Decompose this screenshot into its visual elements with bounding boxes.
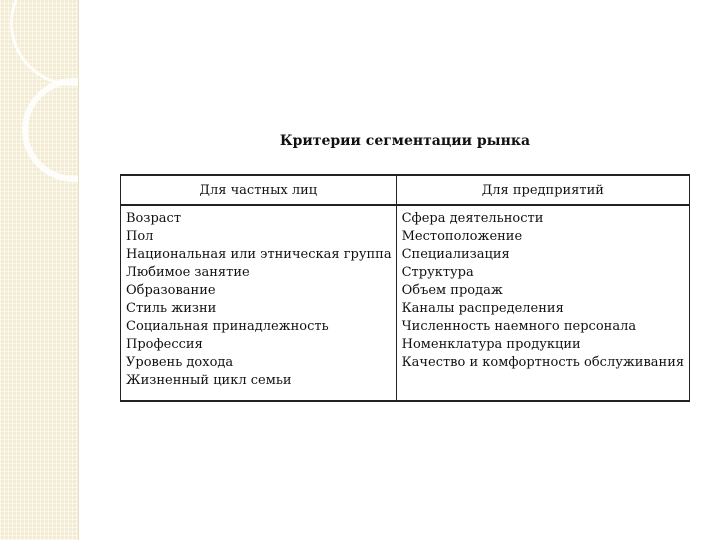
list-item: Местоположение: [401, 229, 523, 244]
column-header-enterprises: Для предприятий: [396, 175, 689, 205]
list-item: Национальная или этническая группа: [126, 247, 392, 262]
enterprises-cell: [396, 205, 689, 401]
column-header-individuals: Для частных лиц: [121, 175, 397, 205]
list-item: Жизненный цикл семьи: [126, 373, 292, 388]
decorative-ring: [22, 78, 78, 182]
list-item: Пол: [126, 229, 154, 244]
decorative-arc: [10, 0, 78, 86]
slide-title: Критерии сегментации рынка: [279, 133, 531, 149]
list-item: Объем продаж: [401, 283, 503, 298]
table-header-row: [121, 175, 690, 205]
list-item: Сфера деятельности: [401, 211, 544, 226]
list-item: Уровень дохода: [126, 355, 234, 370]
list-item: Социальная принадлежность: [126, 319, 329, 334]
list-item: Стиль жизни: [126, 301, 217, 316]
individuals-cell: [121, 205, 397, 401]
decorative-side-strip: [0, 0, 78, 540]
criteria-table: [120, 174, 690, 402]
list-item: Профессия: [126, 337, 203, 352]
list-item: Каналы распределения: [401, 301, 564, 316]
list-item: Возраст: [126, 211, 182, 226]
table-row: [121, 205, 690, 401]
list-item: Любимое занятие: [126, 265, 250, 280]
list-item: Структура: [401, 265, 474, 280]
list-item: Численность наемного персонала: [401, 319, 637, 334]
list-item: Номенклатура продукции: [401, 337, 581, 352]
list-item: Качество и комфортность обслуживания: [401, 355, 685, 370]
list-item: Образование: [126, 283, 216, 298]
strip-divider: [78, 0, 79, 540]
list-item: Специализация: [401, 247, 510, 262]
